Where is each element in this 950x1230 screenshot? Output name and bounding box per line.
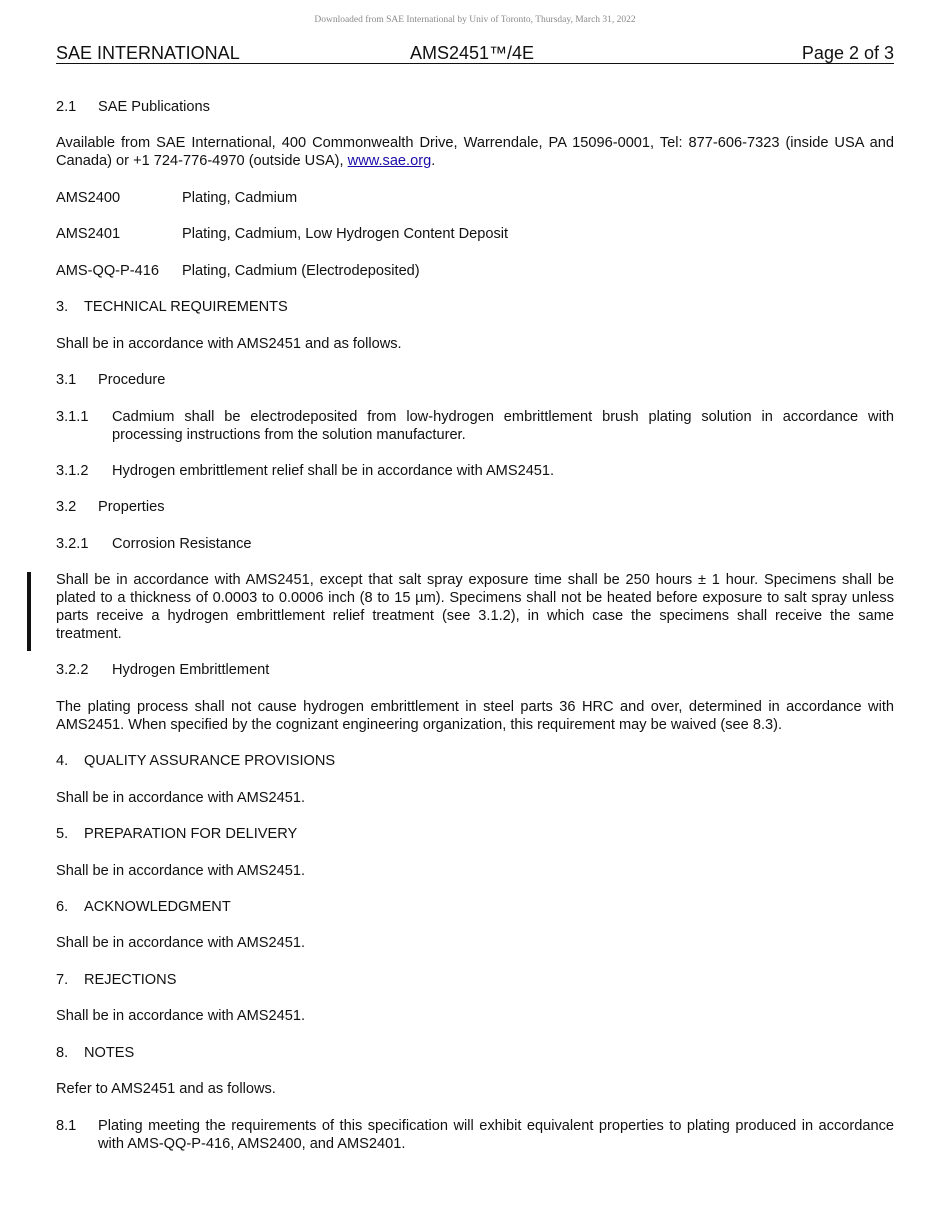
section-number: 3.2 [56, 499, 77, 515]
section-5-heading [56, 825, 894, 843]
section-title: Corrosion Resistance [112, 536, 252, 552]
publication-title: Plating, Cadmium (Electrodeposited) [182, 263, 420, 279]
section-number: 8. [56, 1045, 69, 1061]
section-3-2-1-heading [56, 535, 894, 553]
section-4-heading [56, 752, 894, 770]
section-7-text: Shall be in accordance with AMS2451. [56, 1008, 306, 1024]
section-number: 5. [56, 826, 69, 842]
section-6-text: Shall be in accordance with AMS2451. [56, 935, 306, 951]
section-title: NOTES [84, 1045, 135, 1061]
section-3-1-2 [56, 462, 894, 480]
section-3-1-heading [56, 371, 894, 389]
section-3-2-heading [56, 498, 894, 516]
section-number: 6. [56, 899, 69, 915]
sae-website-link[interactable]: www.sae.org [347, 153, 432, 169]
section-6-heading [56, 898, 894, 916]
section-number: 8.1 [56, 1118, 77, 1134]
publication-title: Plating, Cadmium, Low Hydrogen Content Deposit [182, 226, 509, 242]
section-number: 2.1 [56, 99, 77, 115]
publication-code: AMS2400 [56, 190, 121, 206]
section-number: 3.2.1 [56, 536, 89, 552]
section-title: QUALITY ASSURANCE PROVISIONS [84, 753, 336, 769]
section-8-1 [56, 1117, 894, 1153]
section-7-heading [56, 971, 894, 989]
section-number: 3.1.1 [56, 409, 89, 425]
section-title: Procedure [98, 372, 166, 388]
publication-title: Plating, Cadmium [182, 190, 298, 206]
section-number: 3.1.2 [56, 463, 89, 479]
section-4-text: Shall be in accordance with AMS2451. [56, 790, 306, 806]
section-3-heading [56, 298, 894, 316]
availability-suffix: . [431, 153, 436, 169]
section-8-heading [56, 1044, 894, 1062]
section-title: PREPARATION FOR DELIVERY [84, 826, 298, 842]
section-8-text: Refer to AMS2451 and as follows. [56, 1081, 276, 1097]
availability-text: Available from SAE International, 400 Commonwealth Drive, Warrendale, PA 15096-0001, Tel: 877-606-7323 (inside USA and Canada) or +1 724-776-4970 (outside USA), [56, 135, 894, 169]
section-text: Hydrogen embrittlement relief shall be in accordance with AMS2451. [112, 463, 555, 479]
section-text: Cadmium shall be electrodeposited from low-hydrogen embrittlement brush plating solution in accordance with processing instructions from the solution manufacturer. [112, 409, 894, 443]
section-3-text: Shall be in accordance with AMS2451 and as follows. [56, 336, 402, 352]
section-number: 7. [56, 972, 69, 988]
section-number: 3. [56, 299, 69, 315]
section-title: ACKNOWLEDGMENT [84, 899, 231, 915]
section-title: REJECTIONS [84, 972, 177, 988]
section-title: Properties [98, 499, 165, 515]
header-organization: SAE INTERNATIONAL [56, 43, 240, 63]
section-title: Hydrogen Embrittlement [112, 662, 270, 678]
section-2-1-heading [56, 98, 894, 116]
header-rule [56, 63, 894, 64]
header-document-number: AMS2451™/4E [410, 43, 535, 63]
section-5-text: Shall be in accordance with AMS2451. [56, 863, 306, 879]
availability-paragraph [56, 134, 894, 170]
section-3-1-1 [56, 408, 894, 444]
header-page-number: Page 2 of 3 [801, 43, 894, 63]
corrosion-resistance-text: Shall be in accordance with AMS2451, except that salt spray exposure time shall be 250 hours ± 1 hour. Specimens shall be plated to a thickness of 0.0003 to 0.0006 inch (8 to 15 µm). Specimens shall not be heated before exposure to salt spray unless parts receive a hydrogen embrittlement relief treatment (see 3.1.2), in which case the specimens shall receive the same treatment. [56, 572, 894, 642]
hydrogen-embrittlement-text: The plating process shall not cause hydrogen embrittlement in steel parts 36 HRC and over, determined in accordance with AMS2451. When specified by the cognizant engineering organization, this requirement may be waived (see 8.3). [56, 699, 894, 733]
section-title: TECHNICAL REQUIREMENTS [84, 299, 288, 315]
revision-change-bar [27, 572, 31, 651]
publication-code: AMS-QQ-P-416 [56, 263, 159, 279]
section-text: Plating meeting the requirements of this specification will exhibit equivalent properties to plating produced in accordance with AMS-QQ-P-416, AMS2400, and AMS2401. [98, 1118, 894, 1152]
section-number: 4. [56, 753, 69, 769]
section-number: 3.2.2 [56, 662, 89, 678]
publication-code: AMS2401 [56, 226, 121, 242]
download-watermark: Downloaded from SAE International by Univ of Toronto, Thursday, March 31, 2022 [314, 15, 636, 25]
section-3-2-2-heading [56, 661, 894, 679]
section-number: 3.1 [56, 372, 77, 388]
section-title: SAE Publications [98, 99, 210, 115]
